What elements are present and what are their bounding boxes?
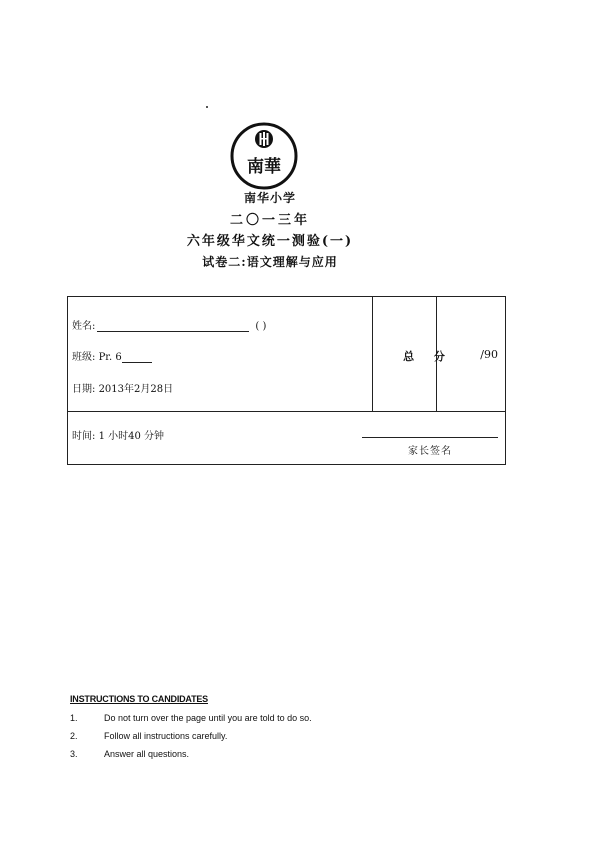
school-name: 南华小学 [243, 191, 296, 205]
name-field[interactable] [72, 317, 266, 332]
name-label: 姓名: [72, 321, 96, 332]
register-number-blank[interactable]: ( ) [255, 321, 267, 332]
class-label: 班级: [72, 352, 96, 363]
instruction-number: 1. [70, 713, 78, 723]
instruction-text: Answer all questions. [104, 749, 190, 759]
total-score-field[interactable]: /90 [480, 348, 498, 361]
name-blank[interactable] [97, 321, 249, 332]
date-label: 日期: [72, 384, 96, 395]
time-label: 时间: [72, 431, 96, 442]
date-value: 2013年2月28日 [98, 384, 174, 395]
stray-dot [206, 106, 208, 108]
exam-year: 二〇一三年 [229, 213, 310, 228]
table-divider [372, 297, 373, 411]
table-divider [68, 411, 505, 412]
parent-signature-label: 家长签名 [408, 446, 452, 457]
class-blank[interactable] [122, 352, 152, 363]
date-field [72, 380, 173, 395]
exam-title: 六年级华文统一测验(一) [186, 234, 354, 249]
logo-text: 南華 [247, 157, 281, 177]
instruction-number: 3. [70, 749, 78, 759]
instruction-text: Follow all instructions carefully. [104, 731, 228, 741]
instruction-text: Do not turn over the page until you are told to do so. [104, 713, 312, 723]
time-field [72, 427, 164, 442]
candidate-info-table [67, 296, 506, 465]
school-logo [230, 122, 298, 190]
paper-title: 试卷二:语文理解与应用 [202, 255, 338, 269]
time-value: 1 小时40 分钟 [98, 431, 165, 442]
class-value: Pr. 6 [98, 352, 122, 363]
instructions-section [70, 694, 312, 759]
total-score-label: 总 分 [403, 350, 453, 363]
parent-signature-line[interactable] [362, 437, 498, 438]
instructions-heading: INSTRUCTIONS TO CANDIDATES [70, 694, 208, 704]
class-field[interactable] [72, 348, 152, 363]
instruction-number: 2. [70, 731, 78, 741]
